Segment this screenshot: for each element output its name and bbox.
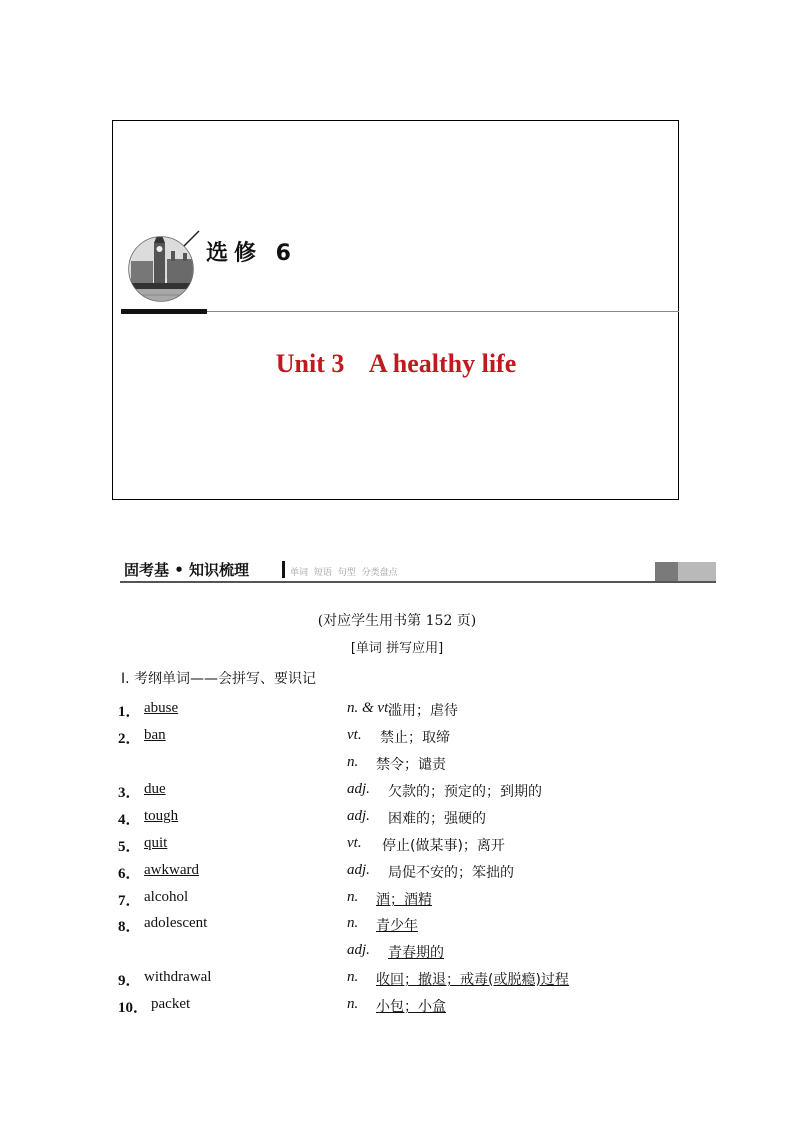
vocab-word: alcohol bbox=[144, 889, 189, 905]
section-heading: Ⅰ. 考纲单词——会拼写、要识记 bbox=[121, 671, 317, 687]
vocab-definition: 滥用；虐待 bbox=[388, 703, 458, 719]
vocab-definition: 收回；撤退；戒毒(或脱瘾)过程 bbox=[376, 972, 569, 988]
title-rule-accent bbox=[121, 309, 207, 314]
vocab-word: ban bbox=[144, 727, 166, 743]
vocab-row bbox=[0, 862, 794, 884]
vocab-definition: 欠款的；预定的；到期的 bbox=[388, 784, 542, 800]
vocab-definition: 禁止；取缔 bbox=[380, 730, 450, 746]
vocab-number: 6． bbox=[118, 866, 141, 882]
vocab-row bbox=[0, 942, 794, 964]
vocab-definition: 禁令；谴责 bbox=[376, 757, 446, 773]
header-decoration-dark bbox=[655, 562, 678, 581]
vocab-number: 4． bbox=[118, 812, 141, 828]
vocab-number: 7． bbox=[118, 893, 141, 909]
header-decoration-light bbox=[678, 562, 716, 581]
vocab-number: 9． bbox=[118, 973, 141, 989]
vocab-row bbox=[0, 835, 794, 857]
vocab-number: 1． bbox=[118, 704, 141, 720]
vocab-row bbox=[0, 700, 794, 722]
vocab-row bbox=[0, 969, 794, 991]
vocab-row bbox=[0, 889, 794, 911]
vocab-row bbox=[0, 781, 794, 803]
vocab-word: adolescent bbox=[144, 915, 208, 931]
vocab-pos: n. bbox=[347, 915, 359, 931]
vocab-definition: 停止(做某事)；离开 bbox=[382, 838, 505, 854]
vocab-pos: adj. bbox=[347, 862, 370, 878]
vocab-word: abuse bbox=[144, 700, 179, 716]
header-rule bbox=[120, 581, 716, 583]
vocab-definition: 青少年 bbox=[376, 918, 418, 934]
vocab-definition: 困难的；强硬的 bbox=[388, 811, 486, 827]
header-divider bbox=[282, 561, 285, 578]
vocab-number: 3． bbox=[118, 785, 141, 801]
vocab-pos: n. bbox=[347, 889, 359, 905]
vocab-row bbox=[0, 808, 794, 830]
vocab-pos: vt. bbox=[347, 835, 362, 851]
vocab-row bbox=[0, 754, 794, 776]
vocab-word: withdrawal bbox=[144, 969, 212, 985]
vocab-number: 5． bbox=[118, 839, 141, 855]
page-reference: (对应学生用书第 152 页) bbox=[317, 613, 477, 629]
vocab-pos: n. bbox=[347, 996, 359, 1012]
vocab-pos: vt. bbox=[347, 727, 362, 743]
section-header-title: 固考基 • 知识梳理 bbox=[124, 561, 250, 579]
vocab-word: awkward bbox=[144, 862, 199, 878]
vocab-number: 8． bbox=[118, 919, 141, 935]
vocab-pos: adj. bbox=[347, 942, 370, 958]
title-box bbox=[112, 120, 679, 500]
vocab-pos: n. & vt. bbox=[347, 700, 392, 716]
vocab-pos: n. bbox=[347, 754, 359, 770]
vocab-row bbox=[0, 996, 794, 1018]
vocab-definition: 青春期的 bbox=[388, 945, 444, 961]
vocab-definition: 酒；酒精 bbox=[376, 892, 432, 908]
subsection-label: [单词 拼写应用] bbox=[350, 641, 444, 656]
vocab-pos: adj. bbox=[347, 781, 370, 797]
vocab-word: packet bbox=[151, 996, 191, 1012]
vocab-definition: 小包；小盒 bbox=[376, 999, 446, 1015]
module-label: 选修 6 bbox=[206, 241, 297, 266]
vocab-row bbox=[0, 915, 794, 937]
title-rule bbox=[205, 311, 679, 312]
vocab-word: due bbox=[144, 781, 166, 797]
section-header bbox=[120, 559, 716, 585]
unit-title: Unit 3 A healthy life bbox=[275, 349, 517, 378]
vocab-definition: 局促不安的；笨拙的 bbox=[388, 865, 514, 881]
big-ben-logo-icon bbox=[121, 221, 211, 311]
vocab-pos: adj. bbox=[347, 808, 370, 824]
vocab-word: quit bbox=[144, 835, 168, 851]
vocab-row bbox=[0, 727, 794, 749]
section-header-subtitle: 单词 短语 句型 分类盘点 bbox=[290, 568, 398, 578]
vocab-number: 2． bbox=[118, 731, 141, 747]
vocab-pos: n. bbox=[347, 969, 359, 985]
vocab-number: 10． bbox=[118, 1000, 149, 1016]
vocab-word: tough bbox=[144, 808, 179, 824]
